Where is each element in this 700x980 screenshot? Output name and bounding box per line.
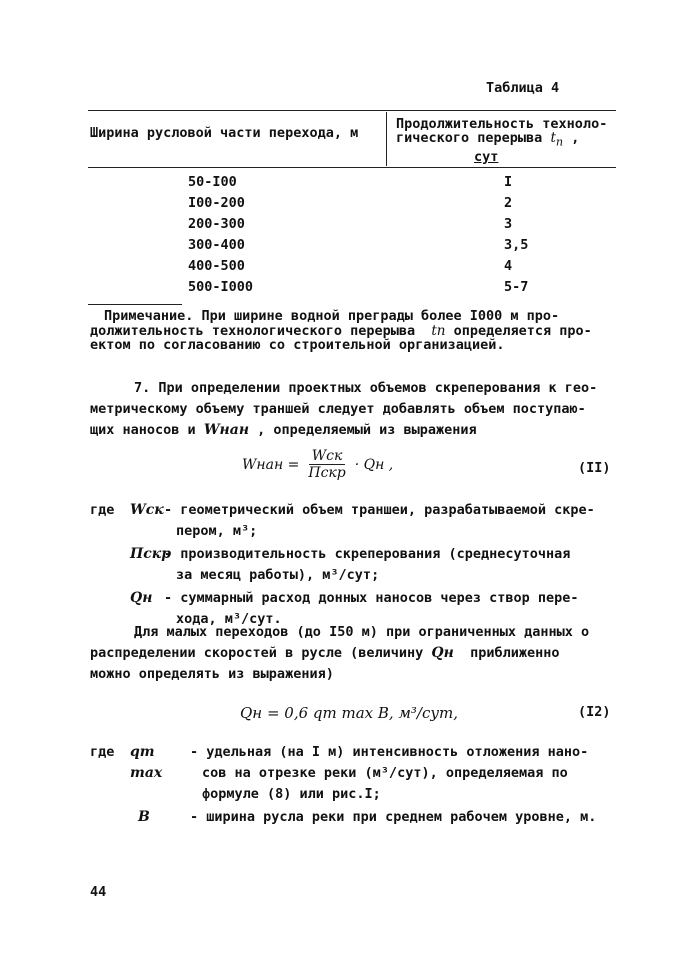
definition-b: B - ширина русла реки при среднем рабочем уровне, м. — [138, 809, 597, 825]
formula-12: Qн = 0,6 qт max B, м³/сут, — [240, 704, 459, 722]
formula-11-lhs: Wнан = — [242, 456, 300, 473]
table-top-rule — [88, 110, 616, 111]
table-cell-width: 200-300 — [188, 216, 245, 232]
page-number: 44 — [90, 884, 107, 900]
definitions-1 — [90, 500, 630, 630]
table-header-duration — [396, 117, 616, 164]
paragraph-2-line-3: можно определять из выражения) — [90, 666, 334, 682]
formula-11-numerator: Wск — [309, 448, 346, 465]
table-cell-duration: 5-7 — [504, 279, 529, 295]
formula-11 — [242, 448, 393, 481]
note-line-2: должительность технологического перерыва tп определяется про- — [90, 322, 592, 339]
definition-wsk: где Wск - геометрический объем траншеи, разрабатываемой скре- пером, м³; — [90, 502, 595, 539]
table-column-width — [188, 172, 253, 298]
formula-11-denominator: Пскр — [308, 465, 346, 481]
header-duration-line1: Продолжительность техноло- — [396, 116, 608, 132]
section-7-line-1: 7. При определении проектных объемов скреперования к гео- — [134, 380, 598, 396]
definition-pskr: Пскр - производительность скреперования (среднесуточная за месяц работы), м³/сут; — [130, 546, 571, 583]
section-7-line-3: щих наносов и Wнан , определяемый из выражения — [90, 422, 477, 438]
header-duration-line3: сут — [474, 148, 499, 165]
table-header-rule — [88, 167, 616, 168]
table-cell-duration: 2 — [504, 195, 513, 211]
formula-11-number: (II) — [578, 460, 611, 476]
table-column-duration — [504, 172, 528, 298]
table-cell-width: 500-I000 — [188, 279, 254, 295]
table-caption: Таблица 4 — [486, 80, 560, 96]
paragraph-2-line-1: Для малых переходов (до I50 м) при ограниченных данных о — [134, 624, 590, 640]
table-cell-width: 400-500 — [188, 258, 245, 274]
section-7-paragraph — [90, 378, 630, 441]
table-cell-width: 300-400 — [188, 237, 245, 253]
header-duration-line2: гического перерыва $t_п$ , — [396, 130, 580, 149]
note-rule — [88, 304, 182, 305]
paragraph-2 — [90, 622, 630, 685]
definitions-2 — [90, 742, 630, 828]
table-header-width: Ширина русловой части перехода, м — [90, 125, 359, 141]
table-cell-width: I00-200 — [188, 195, 245, 211]
note-line-3: ектом по согласованию со строительной организацией. — [90, 337, 505, 353]
paragraph-2-line-2: распределении скоростей в русле (величину Qн приближенно — [90, 645, 560, 661]
formula-11-rhs: · Qн , — [354, 456, 394, 473]
table-cell-duration: 3 — [504, 216, 513, 232]
table-cell-width: 50-I00 — [188, 174, 237, 190]
section-7-line-2: метрическому объему траншей следует добавлять объем поступаю- — [90, 401, 586, 417]
table-note — [90, 308, 624, 353]
note-line-1: Примечание. При ширине водной преграды более I000 м про- — [104, 308, 560, 324]
table-cell-duration: I — [504, 174, 513, 190]
table-cell-duration: 3,5 — [504, 237, 529, 253]
table-cell-duration: 4 — [504, 258, 513, 274]
table-column-divider — [386, 112, 387, 166]
definition-qt-max: где qт max - удельная (на I м) интенсивность отложения нано- сов на отрезке реки (м³/сут), определяемая по формуле (8) или рис.I; — [90, 744, 589, 802]
definition-qn: Qн - суммарный расход донных наносов через створ пере- хода, м³/сут. — [130, 590, 579, 627]
formula-11-fraction — [305, 448, 348, 481]
formula-12-number: (I2) — [578, 704, 611, 720]
